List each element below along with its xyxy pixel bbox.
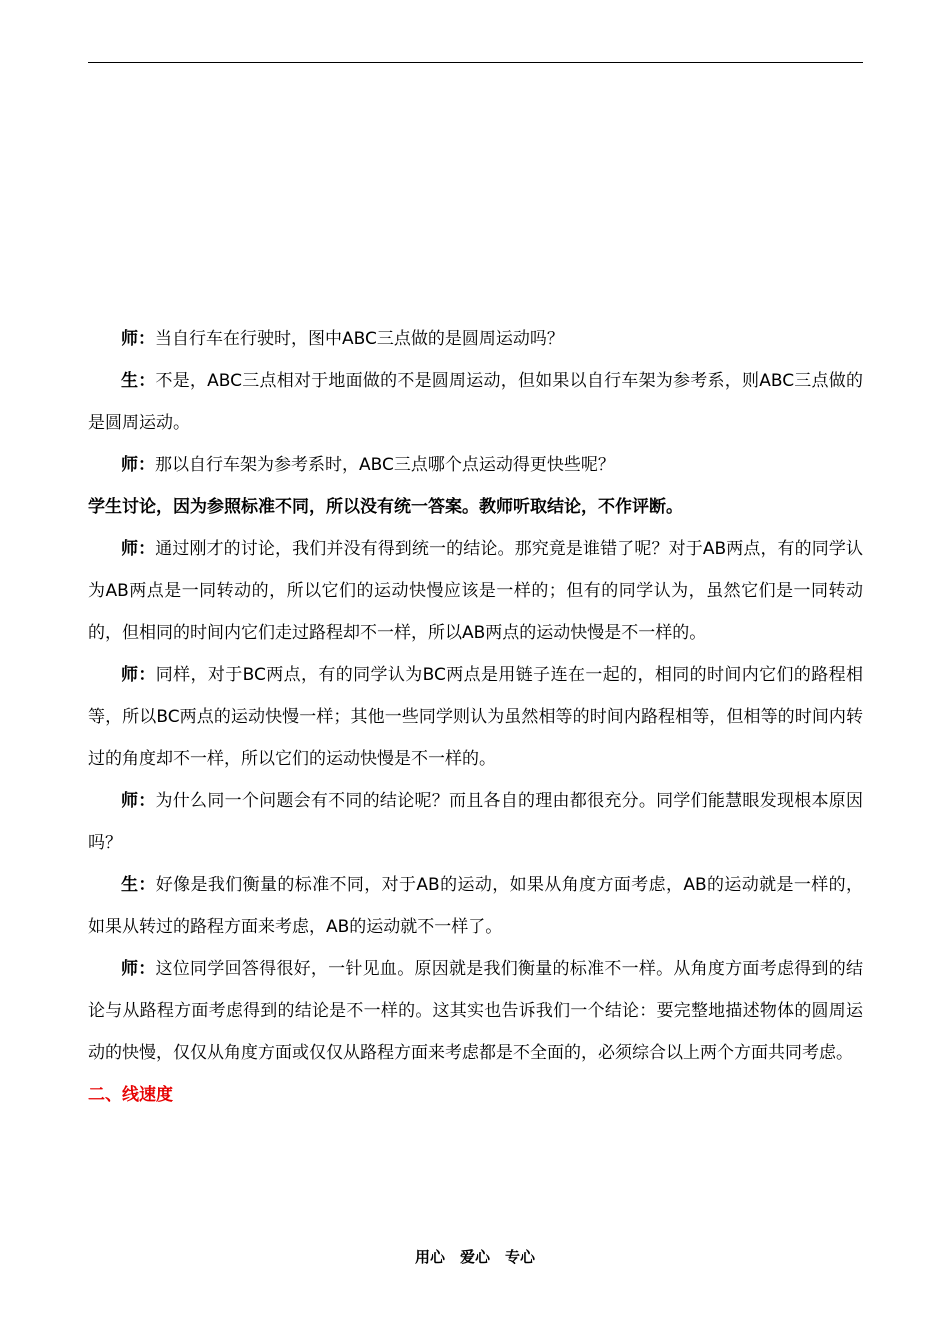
paragraph-text: 这位同学回答得很好，一针见血。原因就是我们衡量的标准不一样。从角度方面考虑得到的结论与从路程方面考虑得到的结论是不一样的。这其实也告诉我们一个结论：要完整地描述物体的圆周运动的快慢，仅仅从角度方面或仅仅从路程方面来考虑都是不全面的，必须综合以上两个方面共同考虑。 — [88, 959, 864, 1063]
paragraph-text: 当自行车在行驶时，图中ABC三点做的是圆周运动吗？ — [155, 329, 564, 349]
paragraph-text: 不是，ABC三点相对于地面做的不是圆周运动，但如果以自行车架为参考系，则ABC三点做的是圆周运动。 — [88, 371, 863, 433]
discussion-note: 学生讨论，因为参照标准不同，所以没有统一答案。教师听取结论，不作评断。 — [88, 497, 683, 517]
speaker-label: 生： — [121, 371, 156, 391]
speaker-label: 师： — [121, 959, 156, 979]
header-rule — [88, 62, 863, 63]
dialogue-paragraph — [88, 318, 863, 360]
page-footer: 用心 爱心 专心 — [414, 1248, 535, 1266]
paragraph-text: 好像是我们衡量的标准不同，对于AB的运动，如果从角度方面考虑，AB的运动就是一样的，如果从转过的路程方面来考虑，AB的运动就不一样了。 — [88, 875, 864, 937]
speaker-label: 师： — [121, 665, 156, 685]
paragraph-text: 同样，对于BC两点，有的同学认为BC两点是用链子连在一起的，相同的时间内它们的路程相等，所以BC两点的运动快慢一样；其他一些同学则认为虽然相等的时间内路程相等，但相等的时间内转过的角度却不一样，所以它们的运动快慢是不一样的。 — [88, 665, 864, 769]
speaker-label: 师： — [121, 455, 155, 475]
paragraph-text: 为什么同一个问题会有不同的结论呢？而且各自的理由都很充分。同学们能慧眼发现根本原因吗？ — [88, 791, 864, 853]
paragraph-text: 那以自行车架为参考系时，ABC三点哪个点运动得更快些呢？ — [155, 455, 615, 475]
dialogue-paragraph — [88, 864, 863, 948]
paragraph-text: 通过刚才的讨论，我们并没有得到统一的结论。那究竟是谁错了呢？对于AB两点，有的同学认为AB两点是一同转动的，所以它们的运动快慢应该是一样的；但有的同学认为，虽然它们是一同转动的，但相同的时间内它们走过路程却不一样，所以AB两点的运动快慢是不一样的。 — [88, 539, 864, 643]
dialogue-paragraph — [88, 444, 863, 486]
speaker-label: 师： — [121, 791, 156, 811]
document-body — [88, 318, 863, 1116]
dialogue-paragraph — [88, 528, 863, 654]
dialogue-paragraph — [88, 780, 863, 864]
speaker-label: 生： — [121, 875, 156, 895]
dialogue-paragraph — [88, 360, 863, 444]
dialogue-paragraph — [88, 654, 863, 780]
speaker-label: 师： — [121, 539, 156, 559]
dialogue-paragraph — [88, 948, 863, 1074]
speaker-label: 师： — [121, 329, 155, 349]
section-heading: 二、线速度 — [88, 1085, 173, 1105]
